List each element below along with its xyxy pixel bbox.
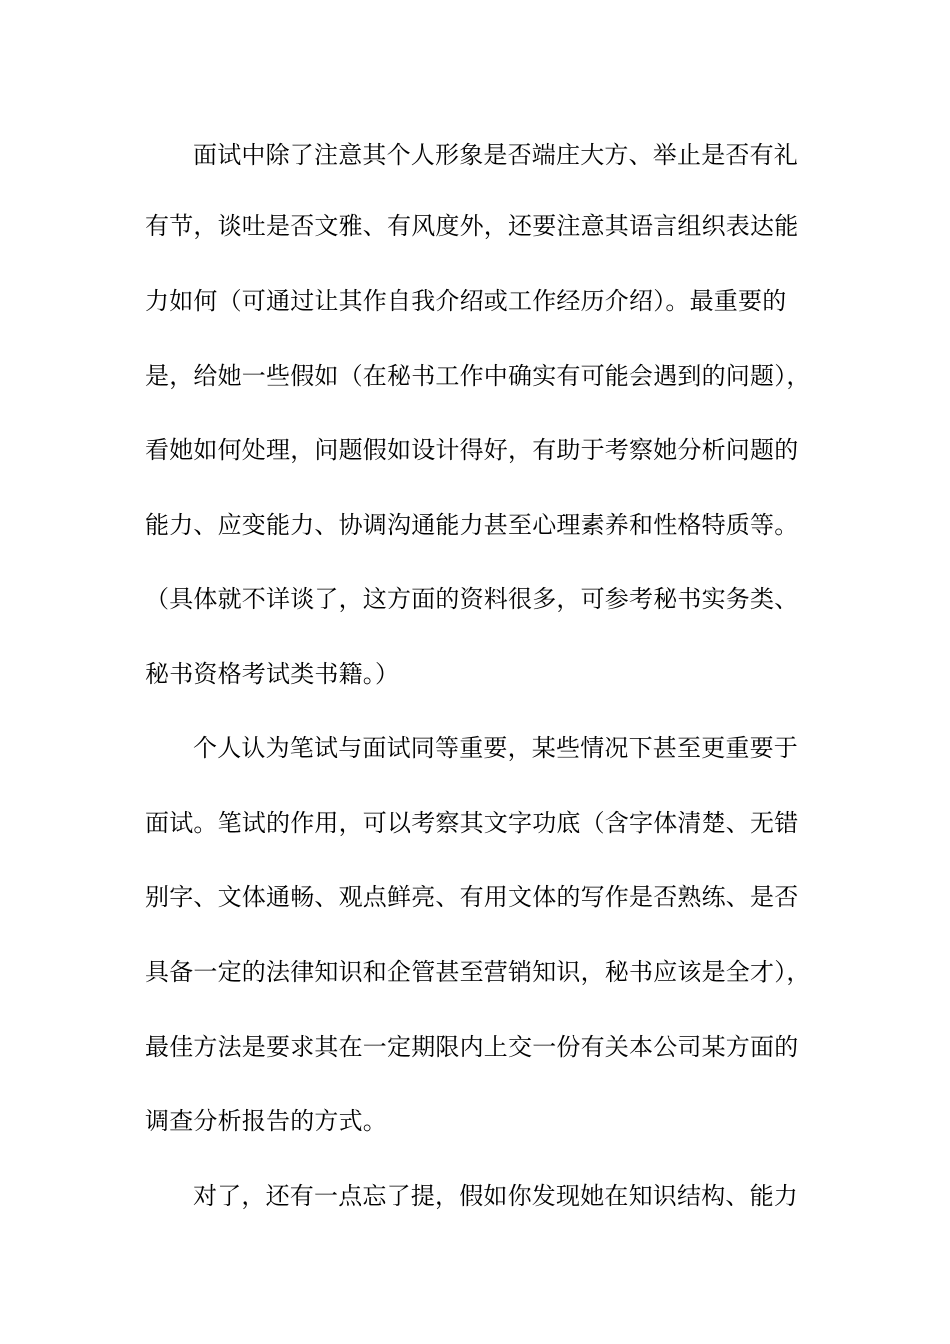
paragraph-1-line-2: 有节，谈吐是否文雅、有风度外，还要注意其语言组织表达能 [145, 212, 799, 240]
paragraph-1-line-1: 面试中除了注意其个人形象是否端庄大方、举止是否有礼 [193, 141, 798, 169]
paragraph-1-line-5: 看她如何处理，问题假如设计得好，有助于考察她分析问题的 [145, 436, 799, 464]
paragraph-2-line-2: 面试。笔试的作用，可以考察其文字功底（含字体清楚、无错 [145, 809, 799, 837]
paragraph-2-line-1: 个人认为笔试与面试同等重要，某些情况下甚至更重要于 [193, 734, 798, 762]
paragraph-1-line-8: 秘书资格考试类书籍。） [145, 660, 400, 688]
paragraph-1-line-3: 力如何（可通过让其作自我介绍或工作经历介绍）。最重要的 [145, 287, 787, 315]
paragraph-1-line-7: （具体就不详谈了，这方面的资料很多，可参考秘书实务类、 [145, 585, 799, 613]
paragraph-2-line-5: 最佳方法是要求其在一定期限内上交一份有关本公司某方面的 [145, 1033, 799, 1061]
paragraph-3-line-1: 对了，还有一点忘了提，假如你发现她在知识结构、能力 [193, 1182, 798, 1210]
paragraph-2-line-4: 具备一定的法律知识和企管甚至营销知识，秘书应该是全才）， [145, 958, 811, 986]
paragraph-1-line-4: 是，给她一些假如（在秘书工作中确实有可能会遇到的问题）， [145, 362, 811, 390]
paragraph-2-line-6: 调查分析报告的方式。 [145, 1107, 387, 1135]
paragraph-1-line-6: 能力、应变能力、协调沟通能力甚至心理素养和性格特质等。 [145, 511, 799, 539]
paragraph-2-line-3: 别字、文体通畅、观点鲜亮、有用文体的写作是否熟练、是否 [145, 883, 799, 911]
